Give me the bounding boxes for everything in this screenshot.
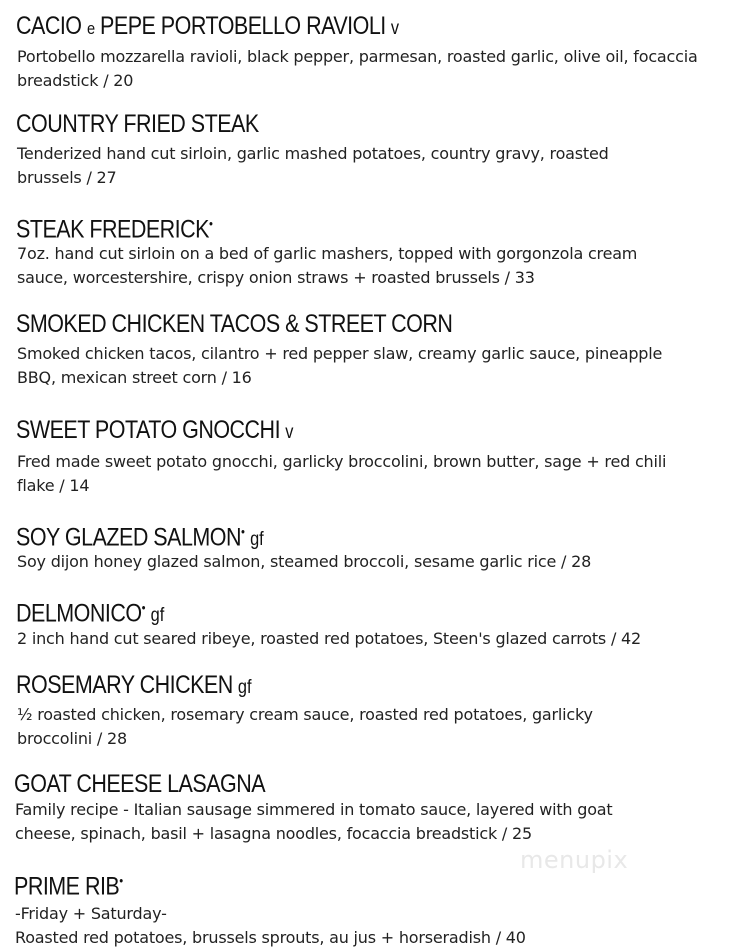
menu-item-name: SMOKED CHICKEN TACOS & STREET CORN bbox=[16, 310, 453, 338]
description-line: Portobello mozzarella ravioli, black pepper, parmesan, roasted garlic, olive oil, focaccia bbox=[17, 47, 698, 66]
menu-item-name-part: e bbox=[86, 19, 95, 38]
menu-item-description bbox=[17, 342, 662, 390]
menu-item-title bbox=[16, 11, 399, 44]
menu-item-title bbox=[16, 670, 252, 703]
description-line: BBQ, mexican street corn / 16 bbox=[17, 368, 252, 387]
menu-item-name: STEAK FREDERICK bbox=[16, 215, 209, 244]
description-line: brussels / 27 bbox=[17, 168, 117, 187]
menu-item-name-part: PEPE PORTOBELLO RAVIOLI bbox=[94, 12, 386, 40]
menu-item-description bbox=[17, 627, 641, 651]
menu-item-description bbox=[15, 902, 526, 950]
menu-item-description bbox=[17, 550, 591, 574]
description-line: broccolini / 28 bbox=[17, 729, 127, 748]
consumer-advisory-mark: • bbox=[208, 216, 213, 231]
description-line: breadstick / 20 bbox=[17, 71, 134, 90]
consumer-advisory-mark: • bbox=[241, 524, 245, 539]
menu-item-title bbox=[16, 109, 259, 139]
menu-item-title bbox=[16, 415, 293, 448]
dietary-tag: v bbox=[390, 18, 400, 39]
description-line: Tenderized hand cut sirloin, garlic mashed potatoes, country gravy, roasted bbox=[17, 144, 609, 163]
menu-item-name: DELMONICO bbox=[16, 599, 142, 628]
dietary-tag: gf bbox=[237, 677, 252, 698]
description-line: flake / 14 bbox=[17, 476, 90, 495]
description-line: Roasted red potatoes, brussels sprouts, au jus + horseradish / 40 bbox=[15, 928, 526, 947]
menu-item-name: ROSEMARY CHICKEN bbox=[16, 671, 233, 699]
menu-item-name-part: CACIO bbox=[16, 12, 87, 40]
menu-item-title bbox=[14, 866, 123, 901]
watermark-text: menupix bbox=[520, 846, 629, 874]
menu-item-description bbox=[17, 242, 637, 290]
menu-item-name: SOY GLAZED SALMON bbox=[16, 523, 242, 552]
description-line: Fred made sweet potato gnocchi, garlicky broccolini, brown butter, sage + red chili bbox=[17, 452, 667, 471]
description-line: ½ roasted chicken, rosemary cream sauce, roasted red potatoes, garlicky bbox=[17, 705, 593, 724]
description-line: -Friday + Saturday- bbox=[15, 904, 167, 923]
menu-item-name: COUNTRY FRIED STEAK bbox=[16, 110, 259, 138]
description-line: Smoked chicken tacos, cilantro + red pepper slaw, creamy garlic sauce, pineapple bbox=[17, 344, 663, 363]
menu-item-title bbox=[16, 593, 164, 631]
description-line: cheese, spinach, basil + lasagna noodles, focaccia breadstick / 25 bbox=[15, 824, 532, 843]
menu-item-title bbox=[14, 769, 265, 799]
menu-item-name: GOAT CHEESE LASAGNA bbox=[14, 770, 266, 798]
description-line: Soy dijon honey glazed salmon, steamed broccoli, sesame garlic rice / 28 bbox=[17, 552, 592, 571]
menu-item-name: PRIME RIB bbox=[14, 872, 120, 901]
menu-item-description bbox=[17, 703, 593, 751]
dietary-tag: v bbox=[285, 422, 294, 443]
menu-item-title bbox=[16, 309, 452, 339]
menu-item-description bbox=[15, 798, 612, 846]
dietary-tag: gf bbox=[150, 605, 165, 627]
dietary-tag: gf bbox=[250, 529, 264, 551]
description-line: 7oz. hand cut sirloin on a bed of garlic mashers, topped with gorgonzola cream bbox=[17, 244, 638, 263]
description-line: Family recipe - Italian sausage simmered in tomato sauce, layered with goat bbox=[15, 800, 613, 819]
menu-item-description bbox=[17, 142, 609, 190]
menu-item-title bbox=[16, 209, 213, 244]
menu-item-name: SWEET POTATO GNOCCHI bbox=[16, 416, 281, 444]
menu-item-description bbox=[17, 45, 698, 93]
consumer-advisory-mark: • bbox=[141, 600, 146, 615]
consumer-advisory-mark: • bbox=[119, 873, 124, 888]
description-line: 2 inch hand cut seared ribeye, roasted red potatoes, Steen's glazed carrots / 42 bbox=[17, 629, 641, 648]
menu-item-description bbox=[17, 450, 666, 498]
description-line: sauce, worcestershire, crispy onion straws + roasted brussels / 33 bbox=[17, 268, 535, 287]
